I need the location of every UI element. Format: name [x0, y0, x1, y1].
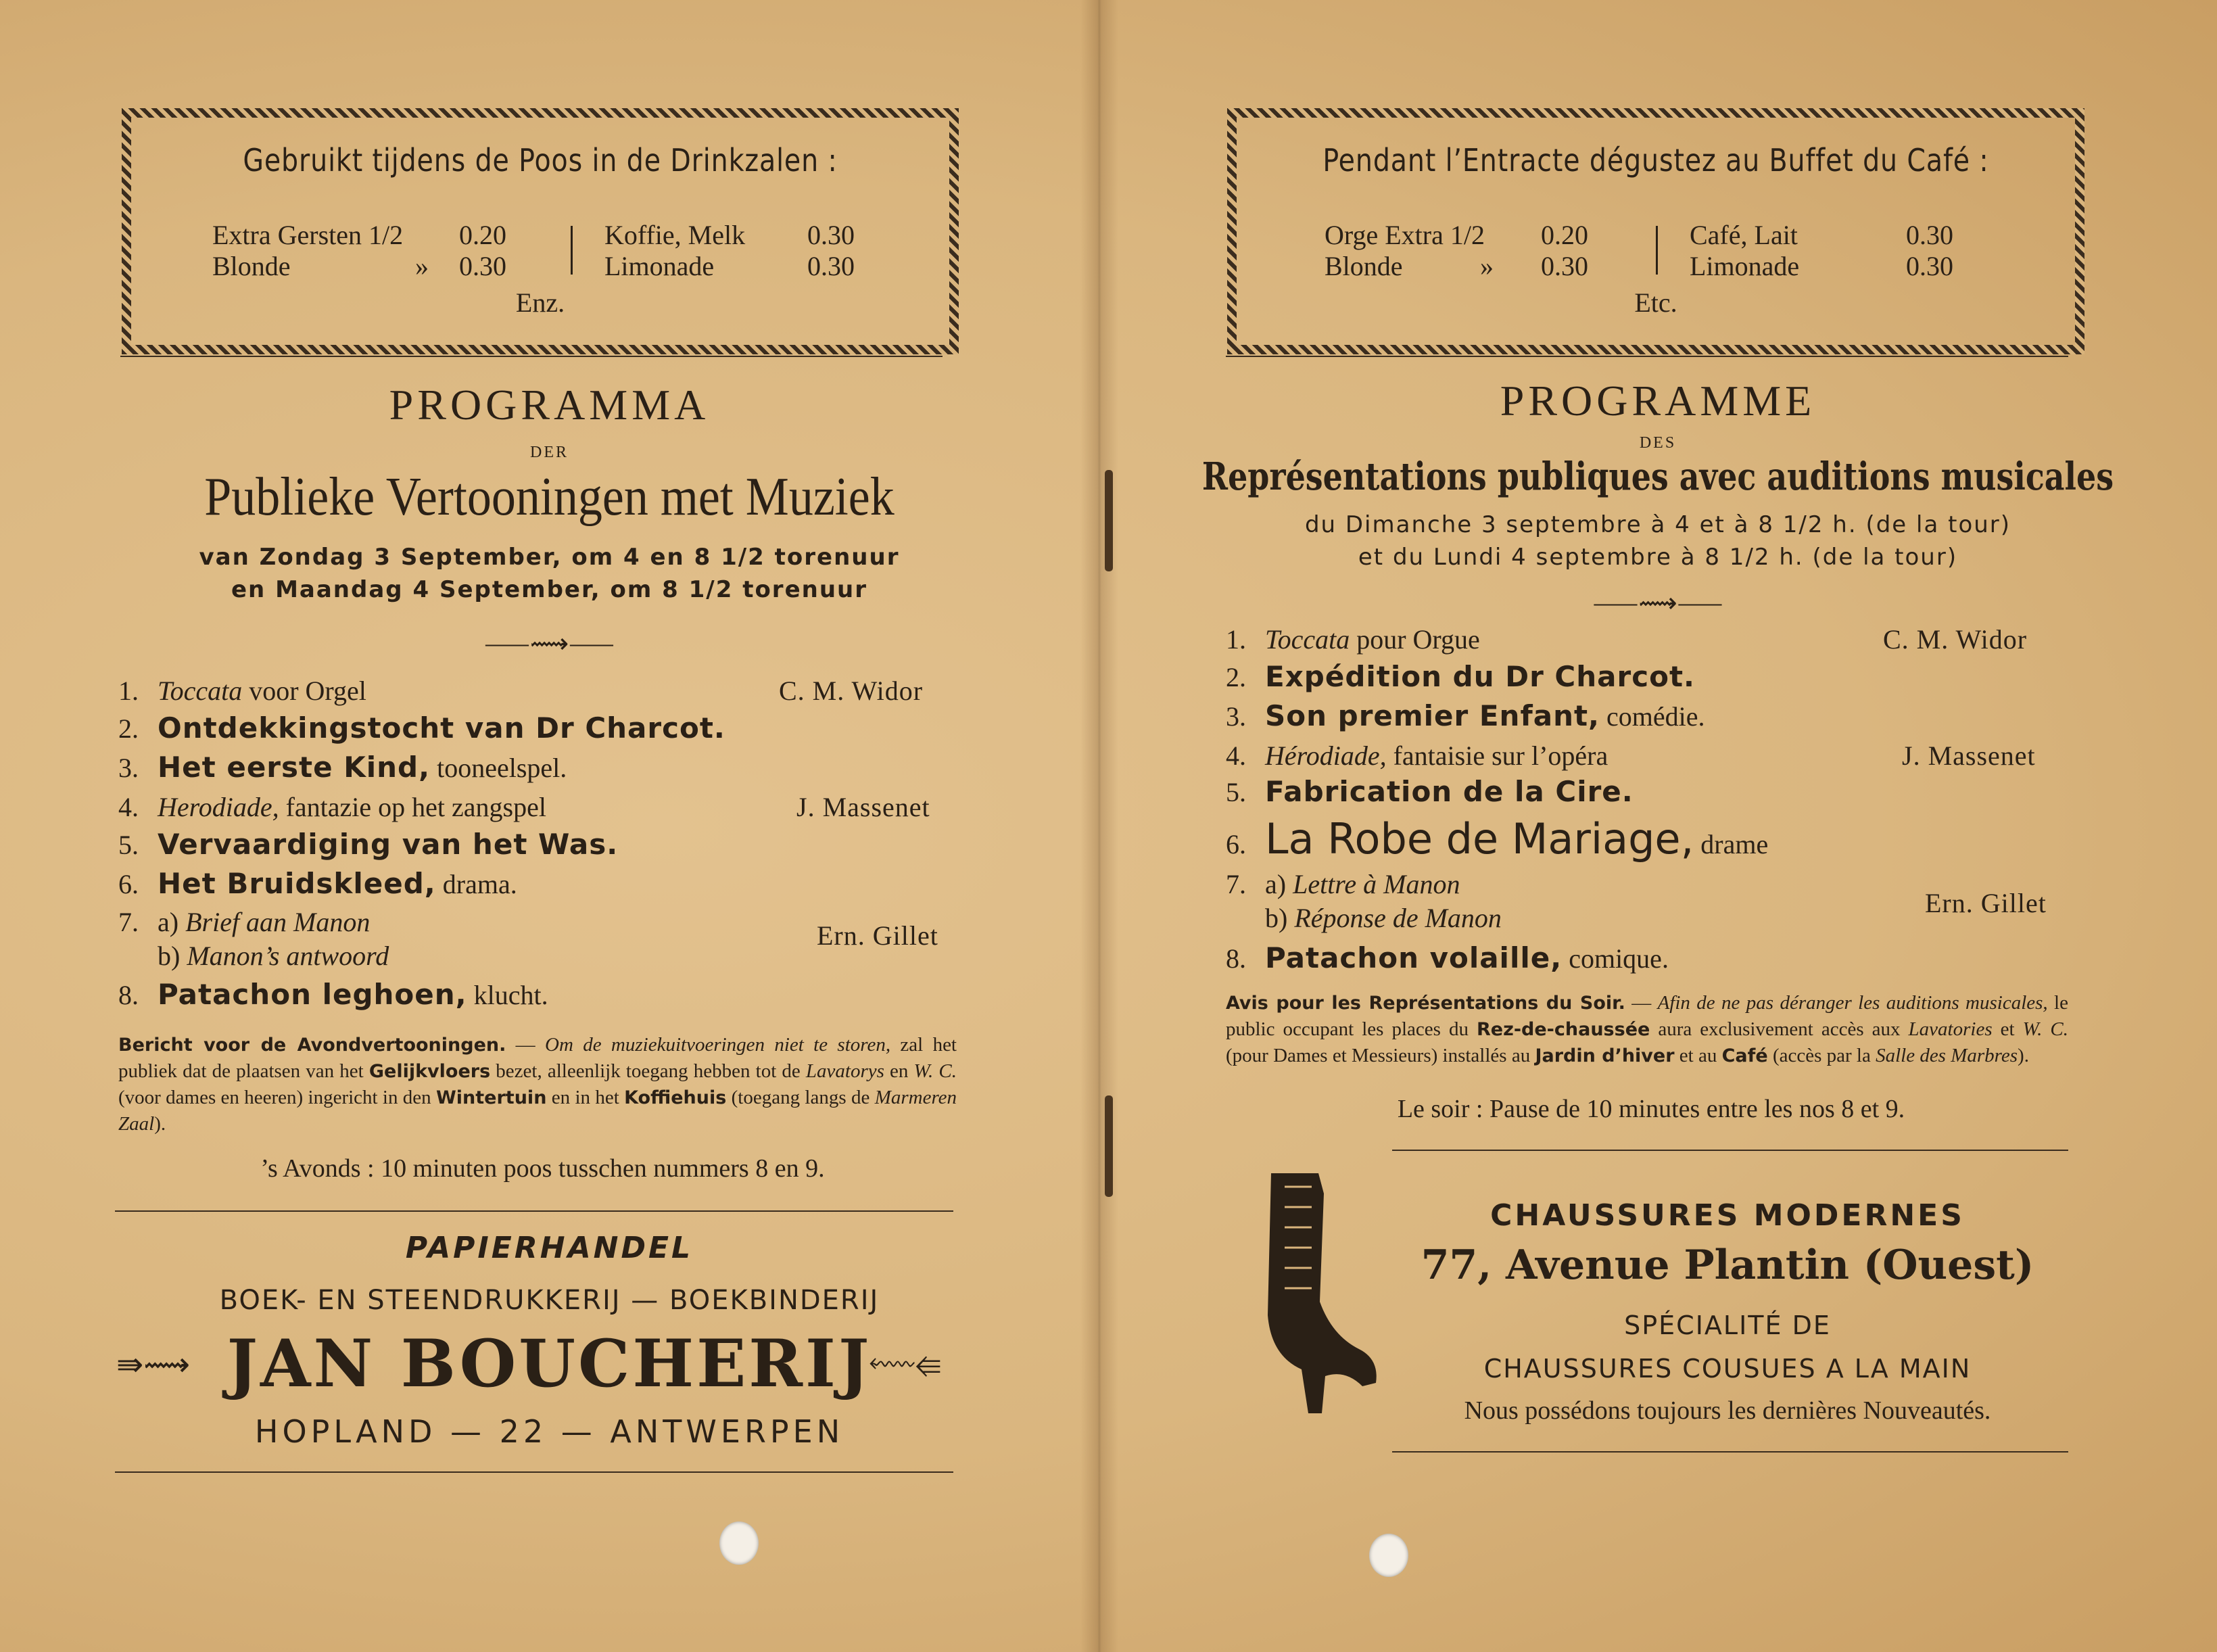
price-item: Extra Gersten 1/2: [212, 220, 404, 250]
price-value: 0.20: [459, 220, 506, 250]
composer: C. M. Widor: [779, 676, 924, 706]
box-title: Gebruikt tijdens de Poos in de Drinkzalen :: [243, 142, 838, 179]
programme-subitem: b) Manon’s antwoord: [158, 941, 389, 971]
ornament-arrow-left: ⇛⟿: [116, 1347, 191, 1383]
refreshments-box: [1227, 108, 2084, 354]
programme-item: 6. Het Bruidskleed, drama.: [118, 867, 517, 900]
programme-title: PROGRAMME: [1500, 377, 1816, 425]
programme-title: PROGRAMMA: [389, 381, 710, 429]
programme-item: 5. Fabrication de la Cire.: [1226, 775, 1634, 808]
programme-item: 5. Vervaardiging van het Was.: [118, 828, 619, 861]
composer: Ern. Gillet: [1925, 888, 2047, 918]
programme-item: 8. Patachon leghoen, klucht.: [118, 978, 548, 1011]
price-item: Limonade: [1690, 251, 1800, 281]
composer: J. Massenet: [1902, 740, 2036, 771]
price-item: Limonade: [604, 251, 715, 281]
programme-item: 1. Toccata pour Orgue: [1226, 624, 1480, 655]
date-line: van Zondag 3 September, om 4 en 8 1/2 torenuur: [199, 544, 900, 571]
ditto-mark: »: [1480, 251, 1494, 281]
box-etc: Etc.: [1634, 287, 1677, 318]
ad-services: BOEK- EN STEENDRUKKERIJ — BOEKBINDERIJ: [219, 1285, 880, 1316]
ad-address: HOPLAND — 22 — ANTWERPEN: [254, 1413, 844, 1450]
programme-item: 3. Het eerste Kind, tooneelspel.: [118, 751, 567, 784]
ad-speciality: SPÉCIALITÉ DE: [1624, 1311, 1831, 1340]
evening-notice: Avis pour les Représentations du Soir. — Afin de ne pas déranger les auditions musicales, le public occupant les places du Rez-de-chaussée aura exclusivement accès aux Lavatories et W. C. (pour Dames et Messieurs) installés au Jardin d’hiver et au Café (accès par la Salle des Marbres).: [1226, 992, 2068, 1066]
date-line: en Maandag 4 September, om 8 1/2 torenuur: [231, 576, 868, 603]
price-value: 0.30: [459, 251, 506, 281]
der-label: DER: [530, 444, 569, 461]
ad-papierhandel: PAPIERHANDEL: [405, 1231, 694, 1265]
price-value: 0.20: [1541, 220, 1588, 250]
composer: C. M. Widor: [1883, 624, 2028, 655]
left-page: [0, 0, 1099, 1652]
programme-subitem: b) Réponse de Manon: [1265, 903, 1502, 933]
ornament-arrow-right: ⬳⇚: [869, 1346, 941, 1382]
divider: [1392, 1451, 2068, 1453]
refreshments-box: [122, 108, 959, 354]
divider: [115, 1210, 953, 1212]
programme-item: 7. a) Lettre à Manon: [1226, 869, 1460, 899]
ad-handsewn: CHAUSSURES COUSUES A LA MAIN: [1483, 1354, 1972, 1384]
divider: [1392, 1150, 2068, 1151]
programme-item: 2. Expédition du Dr Charcot.: [1226, 660, 1695, 693]
price-item: Blonde: [212, 251, 291, 281]
price-item: Café, Lait: [1690, 220, 1798, 250]
divider: [115, 1471, 953, 1473]
programme-item: 4. Herodiade, fantazie op het zangspel: [118, 792, 546, 822]
price-item: Blonde: [1325, 251, 1403, 281]
ad-novelties: Nous possédons toujours les dernières Nouveautés.: [1464, 1396, 1991, 1425]
programme-item: 1. Toccata voor Orgel: [118, 676, 366, 706]
price-divider: [571, 226, 573, 275]
divider: [1226, 356, 2068, 357]
boot-illustration: [1244, 1166, 1379, 1423]
ad-heading: CHAUSSURES MODERNES: [1490, 1198, 1965, 1233]
programme-item: 4. Hérodiade, fantaisie sur l’opéra: [1226, 740, 1608, 771]
right-page: [1099, 0, 2217, 1652]
ornament-divider: ⸺⟿⸺: [484, 628, 615, 659]
ad-shop-name: JAN BOUCHERIJ: [227, 1325, 872, 1402]
price-item: Orge Extra 1/2: [1325, 220, 1485, 250]
event-title: Publieke Vertooningen met Muziek: [204, 467, 895, 527]
programme-item: 3. Son premier Enfant, comédie.: [1226, 699, 1705, 732]
programme-item: 7. a) Brief aan Manon: [118, 907, 371, 937]
price-value: 0.30: [807, 220, 855, 250]
ditto-mark: »: [415, 251, 429, 281]
pause-note: ’s Avonds : 10 minuten poos tusschen nummers 8 en 9.: [260, 1154, 825, 1183]
date-line: du Dimanche 3 septembre à 4 et à 8 1/2 h. (de la tour): [1304, 511, 2011, 538]
price-value: 0.30: [1541, 251, 1588, 281]
des-label: DES: [1639, 434, 1677, 452]
composer: J. Massenet: [796, 792, 930, 822]
event-title: Représentations publiques avec auditions musicales: [1201, 454, 2114, 499]
programme-item: 6. La Robe de Mariage, drame: [1226, 814, 1769, 864]
evening-notice: Bericht voor de Avondvertooningen. — Om de muziekuitvoeringen niet te storen, zal het publiek dat de plaatsen van het Gelijkvloers bezet, alleenlijk toegang hebben tot de Lavatorys en W. C. (voor dames en heeren) ingericht in den Wintertuin en in het Koffiehuis (toegang langs de Marmeren Zaal).: [118, 1034, 957, 1135]
price-value: 0.30: [1906, 251, 1953, 281]
programme-item: 8. Patachon volaille, comique.: [1226, 941, 1669, 974]
box-etc: Enz.: [515, 287, 565, 318]
pause-note: Le soir : Pause de 10 minutes entre les nos 8 et 9.: [1397, 1095, 1905, 1123]
composer: Ern. Gillet: [817, 920, 938, 951]
ad-address: 77, Avenue Plantin (Ouest): [1421, 1242, 2034, 1289]
box-title: Pendant l’Entracte dégustez au Buffet du Café :: [1322, 142, 1989, 179]
divider: [120, 356, 943, 357]
ornament-divider: ⸺⟿⸺: [1592, 588, 1723, 618]
date-line: et du Lundi 4 septembre à 8 1/2 h. (de la tour): [1358, 544, 1958, 571]
programme-item: 2. Ontdekkingstocht van Dr Charcot.: [118, 711, 725, 745]
price-value: 0.30: [807, 251, 855, 281]
price-item: Koffie, Melk: [604, 220, 746, 250]
price-divider: [1656, 226, 1658, 275]
price-value: 0.30: [1906, 220, 1953, 250]
